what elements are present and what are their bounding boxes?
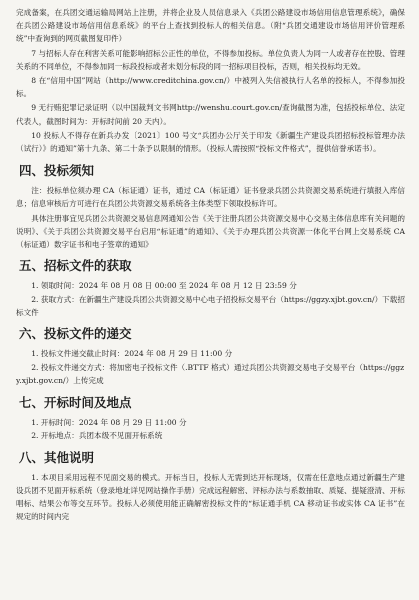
intro-paragraph-credit-system: 完成备案，在兵团交通运输局网站上注册，并将企业及人员信息录入《兵团公路建设市场信用信息管理系统》，确保在兵团公路建设市场信用信息系统》的平台上查找到投标人的相关信息。（附“兵团交通建设市场信用评价管理系统”中查询到的网页截图复印件） <box>16 8 405 44</box>
list-item: 2. 投标文件递交方式：将加密电子投标文件（.BTTF 格式）通过兵团公共资源交易电子交易平台（https://ggzy.xjbt.gov.cn/）上传完成 <box>16 362 405 386</box>
section-bid-submission <box>16 326 405 387</box>
intro-paragraph-bribery-record: 9 无行贿犯罪记录证明（以中国裁判文书网http://wenshu.court.gov.cn/查询截图为准，包括投标单位、法定代表人，截图时间为：开标时间前 20 天内）。 <box>16 103 405 126</box>
intro-block <box>16 6 405 155</box>
section-paragraph: 1. 本项目采用远程不见面交易的模式。开标当日，投标人无需到达开标现场，仅需在任意地点通过新疆生产建设兵团不见面开标系统（登录地址详见网站操作手册）完成远程解密、评标办法与系数抽取、质疑、提疑澄清、开标唱标、结果公布等交互环节。投标人必须使用能正确解密投标文件的“标证通手机 CA 移动证书或实体 CA 证书”在规定的时间内完 <box>16 472 405 522</box>
section-other-notes <box>16 450 405 524</box>
section-bidding-notice <box>16 163 405 251</box>
list-item: 1. 领取时间：2024 年 08 月 08 日 00:00 至 2024 年 08 月 12 日 23:59 分 <box>31 281 297 291</box>
section-heading: 六、投标文件的递交 <box>19 326 132 342</box>
list-item: 1. 开标时间：2024 年 08 月 29 日 11:00 分 <box>31 417 187 427</box>
intro-paragraph-credit-china: 8 在“信用中国”网站（http://www.creditchina.gov.cn/）中被列入失信被执行人名单的投标人，不得参加投标。 <box>16 76 405 99</box>
intro-paragraph-conflict-of-interest: 7 与招标人存在利害关系可能影响招标公正性的单位，不得参加投标。单位负责人为同一人或者存在控股、管理关系的不同单位，不得参加同一标段投标或者未划分标段的同一招标项目投标，否则，相关投标均无效。 <box>16 48 405 71</box>
section-bid-opening <box>16 395 405 443</box>
section-heading: 七、开标时间及地点 <box>19 394 132 410</box>
list-item: 1. 投标文件递交截止时间：2024 年 08 月 29 日 11:00 分 <box>31 349 233 359</box>
intro-paragraph-restriction-notice: 10 投标人不得存在新兵办发〔2021〕100 号文“兵团办公厅关于印发《新疆生产建设兵团招标投标管理办法（试行）》的通知”第十九条、第二十条予以限制的情形。（投标人需按照“投标文件格式”，提供信誉承诺书）。 <box>16 130 405 154</box>
section-paragraph: 注：投标单位须办理 CA（标证通）证书，通过 CA（标证通）证书登录兵团公共资源交易系统进行填报入库信息；信息审核后方可进行在兵团公共资源交易系统各主体类型下领取投标许可。 <box>16 186 405 209</box>
list-item: 2. 获取方式：在新疆生产建设兵团公共资源交易中心电子招投标交易平台（https://ggzy.xjbt.gov.cn/）下载招标文件 <box>16 294 405 318</box>
section-heading: 八、其他说明 <box>19 449 95 465</box>
section-heading: 五、招标文件的获取 <box>19 258 132 274</box>
section-tender-document-acquisition <box>16 258 405 319</box>
section-heading: 四、投标须知 <box>19 163 95 179</box>
section-paragraph: 具体注册事宜见兵团公共资源交易信息网通知公告《关于注册兵团公共资源交易中心交易主体信息库有关问题的说明》、《关于兵团公共资源交易平台启用“标证通”的通知》、《关于办理兵团公共资源一体化平台网上交易系统 CA（标证通）数字证书和电子签章的通知》 <box>16 213 405 250</box>
list-item: 2. 开标地点：兵团本级不见面开标系统 <box>31 431 163 441</box>
